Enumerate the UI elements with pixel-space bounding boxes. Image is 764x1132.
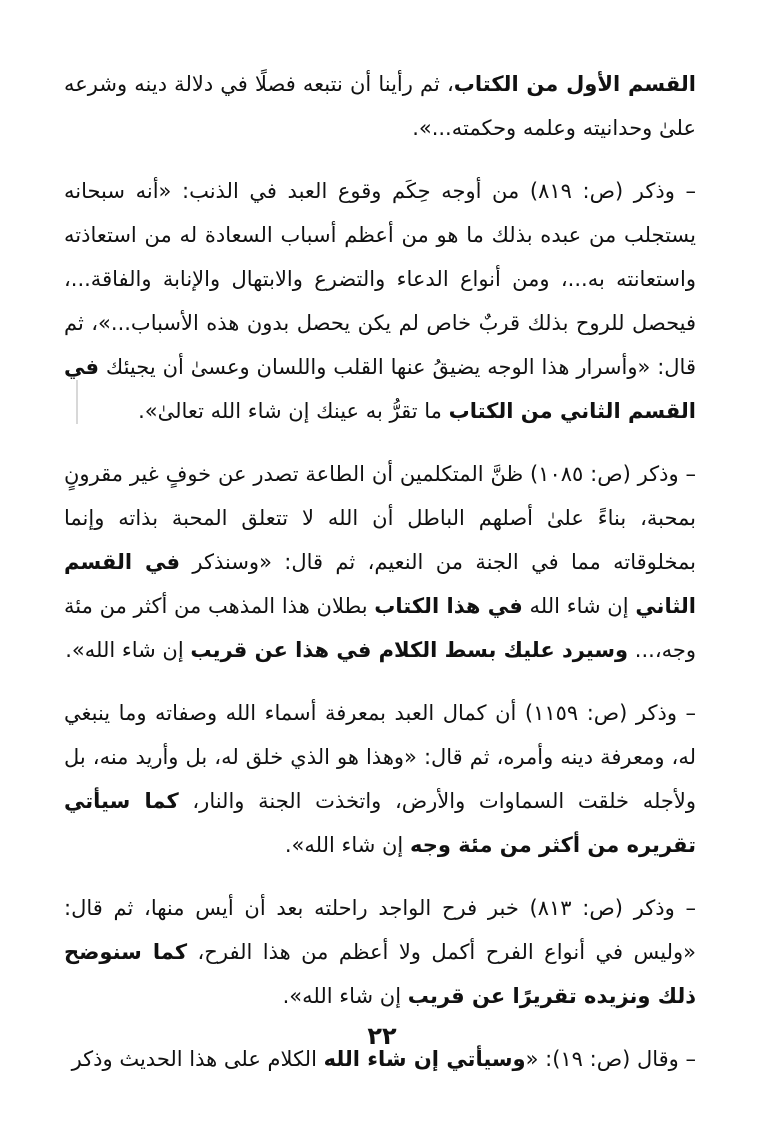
text-segment: ما تقرُّ به عينك إن شاء الله تعالىٰ». — [138, 399, 449, 423]
paragraph-3 — [64, 452, 696, 672]
text-segment: وسيرد عليك بسط الكلام في هذا عن قريب — [190, 638, 629, 662]
text-segment: كما سنوضح ذلك ونزيده تقريرًا عن قريب — [64, 940, 696, 1008]
page-body — [64, 62, 696, 1100]
text-segment: القسم الأول من الكتاب — [453, 72, 697, 96]
text-segment: كما سيأتي تقريره من أكثر من مئة وجه — [64, 789, 696, 857]
text-segment: إن شاء الله». — [282, 984, 408, 1008]
text-segment: في هذا الكتاب — [374, 594, 523, 618]
text-segment: إن شاء الله». — [65, 638, 191, 662]
text-segment: الكلام على هذا الحديث وذكر — [71, 1047, 324, 1071]
text-segment: – وذكر (ص: ١٠٨٥) ظنَّ المتكلمين أن الطاعة تصدر عن خوفٍ غير مقرونٍ بمحبة، بناءً علىٰ أصلهم الباطل أن الله لا تتعلق المحبة بذاته وإنما بمخلوقاته مما في الجنة من النعيم، ثم قال: «وسنذكر — [64, 462, 696, 574]
text-segment: – وذكر (ص: ٨١٩) من أوجه حِكَم وقوع العبد في الذنب: «أنه سبحانه يستجلب من عبده بذلك ما هو من أعظم أسباب السعادة له من استعاذته واستعانته به...، ومن أنواع الدعاء والتضرع والابتهال والإنابة والفاقة...، فيحصل للروح بذلك قربٌ خاص لم يكن يحصل بدون هذه الأسباب...»، ثم قال: «وأسرار هذا الوجه يضيقُ عنها القلب واللسان وعسىٰ أن يجيئك — [64, 179, 696, 379]
text-segment: إن شاء الله — [522, 594, 636, 618]
text-segment: ، ثم رأينا أن نتبعه فصلًا في دلالة دينه وشرعه علىٰ وحدانيته وعلمه وحكمته...». — [64, 72, 696, 140]
text-segment: في القسم الثاني من الكتاب — [64, 355, 696, 423]
scan-mark — [76, 380, 78, 424]
page-number: ٢٢ — [367, 1022, 397, 1050]
text-segment: إن شاء الله». — [284, 833, 410, 857]
text-segment: – وذكر (ص: ٨١٣) خبر فرح الواجد راحلته بعد أن أيس منها، ثم قال: «وليس في أنواع الفرح أكمل ولا أعظم من هذا الفرح، — [64, 896, 696, 964]
paragraph-1 — [64, 62, 696, 150]
text-segment: في القسم الثاني — [64, 550, 696, 618]
text-segment: – وذكر (ص: ١١٥٩) أن كمال العبد بمعرفة أسماء الله وصفاته وما ينبغي له، ومعرفة دينه وأمره، ثم قال: «وهذا هو الذي خلق له، بل وأريد منه، بل ولأجله خلقت السماوات والأرض، واتخذت الجنة والنار، — [64, 701, 697, 813]
paragraph-5 — [64, 886, 696, 1018]
text-segment: – وقال (ص: ١٩): « — [525, 1047, 696, 1071]
text-segment: وسيأتي إن شاء الله — [323, 1047, 526, 1071]
text-segment: بطلان هذا المذهب من أكثر من مئة وجه،... — [64, 594, 696, 662]
paragraph-2 — [64, 169, 696, 433]
paragraph-4 — [64, 691, 696, 867]
